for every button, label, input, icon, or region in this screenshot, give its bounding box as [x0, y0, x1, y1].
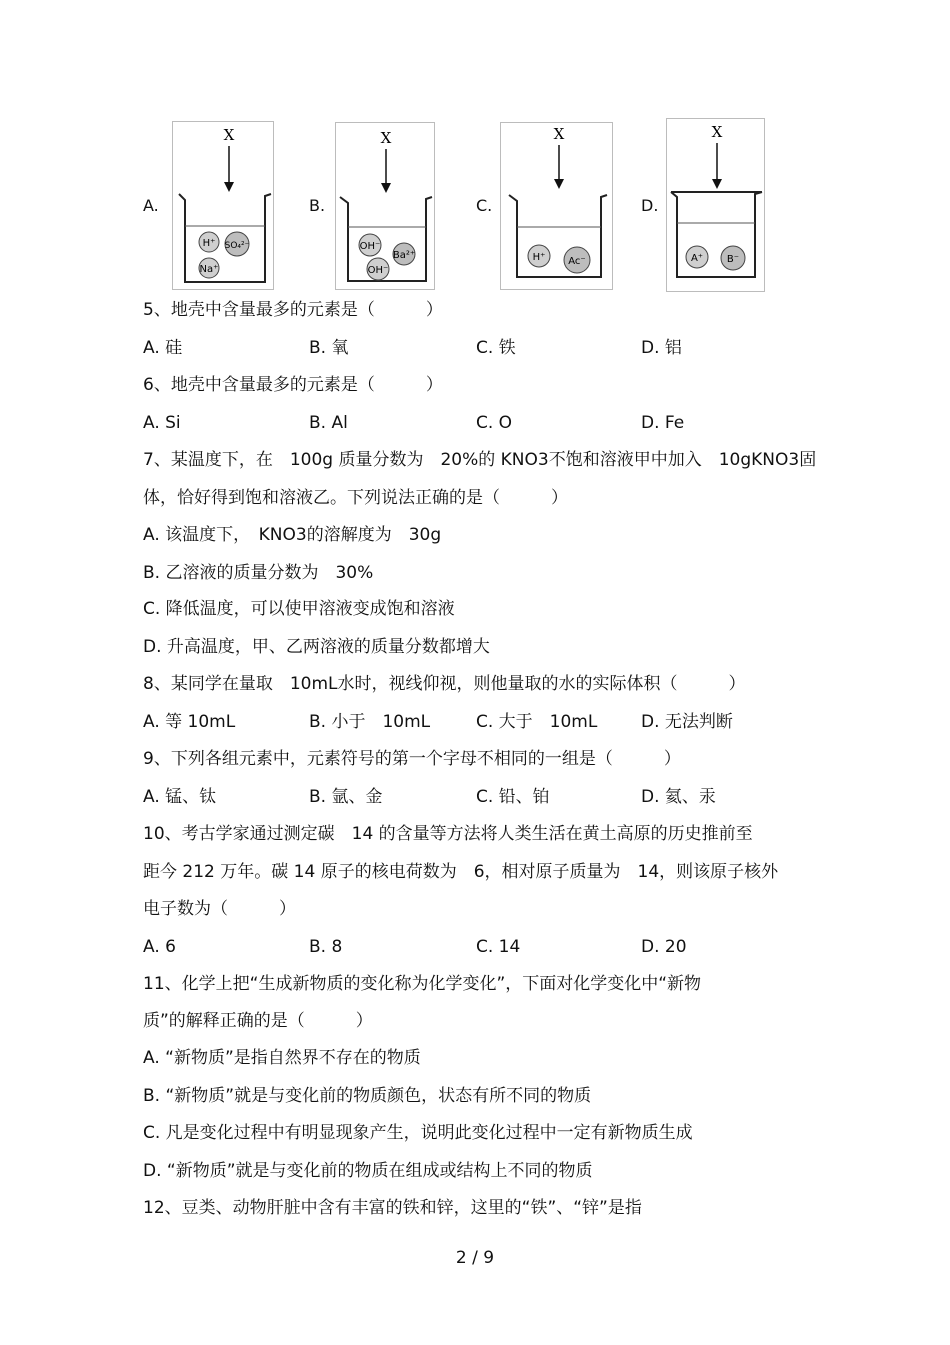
figure-a-ion-1 [199, 232, 219, 252]
svg-text:H⁺: H⁺ [202, 238, 216, 249]
figure-c-beaker [500, 122, 613, 290]
figure-d-letter: D. [641, 196, 659, 215]
figure-b-ion-1 [359, 234, 381, 256]
q6-option-d: D. Fe [641, 413, 685, 433]
q12-stem: 12、豆类、动物肝脏中含有丰富的铁和锌，这里的“铁”、“锌”是指 [143, 1198, 642, 1218]
q7-stem-line-1: 7、某温度下，在 100g 质量分数为 20%的 KNO3不饱和溶液甲中加入 10gKNO3固 [143, 450, 817, 470]
q9-stem: 9、下列各组元素中，元素符号的第一个字母不相同的一组是（ ） [143, 749, 681, 769]
figure-d-beaker [666, 118, 765, 292]
svg-text:SO₄²⁻: SO₄²⁻ [224, 241, 250, 251]
q9-option-b: B. 氩、金 [309, 787, 383, 807]
q8-stem: 8、某同学在量取 10mL水时，视线仰视，则他量取的水的实际体积（ ） [143, 674, 746, 694]
q6-option-b: B. Al [309, 413, 348, 433]
q10-option-a: A. 6 [143, 937, 176, 957]
q11-stem-line-1: 11、化学上把“生成新物质的变化称为化学变化”，下面对化学变化中“新物 [143, 974, 702, 994]
q7-option-d: D. 升高温度，甲、乙两溶液的质量分数都增大 [143, 637, 490, 657]
q10-option-d: D. 20 [641, 937, 687, 957]
svg-text:A⁺: A⁺ [690, 253, 704, 264]
q8-option-d: D. 无法判断 [641, 712, 733, 732]
q11-option-b: B. “新物质”就是与变化前的物质颜色，状态有所不同的物质 [143, 1086, 592, 1106]
q10-stem-line-1: 10、考古学家通过测定碳 14 的含量等方法将人类生活在黄土高原的历史推前至 [143, 824, 753, 844]
q11-option-d: D. “新物质”就是与变化前的物质在组成或结构上不同的物质 [143, 1161, 593, 1181]
q8-option-c: C. 大于 10mL [476, 712, 598, 732]
q7-stem-line-2: 体，恰好得到饱和溶液乙。下列说法正确的是（ ） [143, 488, 568, 508]
svg-text:B⁻: B⁻ [726, 254, 740, 265]
svg-text:Ba²⁺: Ba²⁺ [392, 250, 416, 261]
q10-option-c: C. 14 [476, 937, 521, 957]
svg-text:OH⁻: OH⁻ [367, 265, 389, 276]
figure-a-letter: A. [143, 196, 159, 215]
q5-option-b: B. 氧 [309, 338, 349, 358]
q5-option-d: D. 铝 [641, 338, 682, 358]
figure-b-ion-2 [393, 243, 415, 265]
q11-stem-line-2: 质”的解释正确的是（ ） [143, 1011, 373, 1031]
svg-text:OH⁻: OH⁻ [359, 241, 381, 252]
q5-option-c: C. 铁 [476, 338, 516, 358]
q10-stem-line-3: 电子数为（ ） [143, 899, 296, 919]
svg-text:H⁺: H⁺ [532, 252, 546, 263]
q7-option-c: C. 降低温度，可以使甲溶液变成饱和溶液 [143, 599, 455, 619]
figure-b-ion-3 [367, 258, 389, 280]
figure-a-beaker [172, 121, 274, 290]
q9-option-a: A. 锰、钛 [143, 787, 217, 807]
figure-c-ion-1 [528, 245, 550, 267]
q10-stem-line-2: 距今 212 万年。碳 14 原子的核电荷数为 6，相对原子质量为 14，则该原子核外 [143, 862, 779, 882]
q9-option-d: D. 氦、汞 [641, 787, 716, 807]
q7-option-a: A. 该温度下， KNO3的溶解度为 30g [143, 525, 442, 545]
figure-d-ion-1 [686, 246, 708, 268]
q11-option-c: C. 凡是变化过程中有明显现象产生，说明此变化过程中一定有新物质生成 [143, 1123, 693, 1143]
q11-option-a: A. “新物质”是指自然界不存在的物质 [143, 1048, 421, 1068]
q10-option-b: B. 8 [309, 937, 343, 957]
q7-option-b: B. 乙溶液的质量分数为 30% [143, 563, 374, 583]
q6-stem: 6、地壳中含量最多的元素是（ ） [143, 375, 443, 395]
q6-option-a: A. Si [143, 413, 181, 433]
q5-option-a: A. 硅 [143, 338, 183, 358]
figure-b-arrow-label: X [380, 129, 392, 147]
figure-c-arrow-label: X [553, 125, 565, 143]
figure-d-ion-2 [721, 246, 745, 270]
figure-c-letter: C. [476, 196, 493, 215]
q8-option-a: A. 等 10mL [143, 712, 236, 732]
figure-a-ion-3 [199, 258, 219, 278]
figure-a-ion-2 [225, 232, 250, 256]
svg-text:Na⁺: Na⁺ [199, 264, 219, 275]
q5-stem: 5、地壳中含量最多的元素是（ ） [143, 300, 443, 320]
q6-option-c: C. O [476, 413, 513, 433]
figure-a-arrow-label: X [223, 126, 235, 144]
page-number: 2 / 9 [455, 1248, 495, 1268]
figure-b-letter: B. [309, 196, 326, 215]
figure-d-arrow-label: X [711, 123, 723, 141]
q8-option-b: B. 小于 10mL [309, 712, 431, 732]
svg-text:Ac⁻: Ac⁻ [568, 256, 586, 267]
q9-option-c: C. 铅、铂 [476, 787, 550, 807]
figure-c-ion-2 [564, 247, 590, 273]
figure-b-beaker [335, 122, 435, 290]
